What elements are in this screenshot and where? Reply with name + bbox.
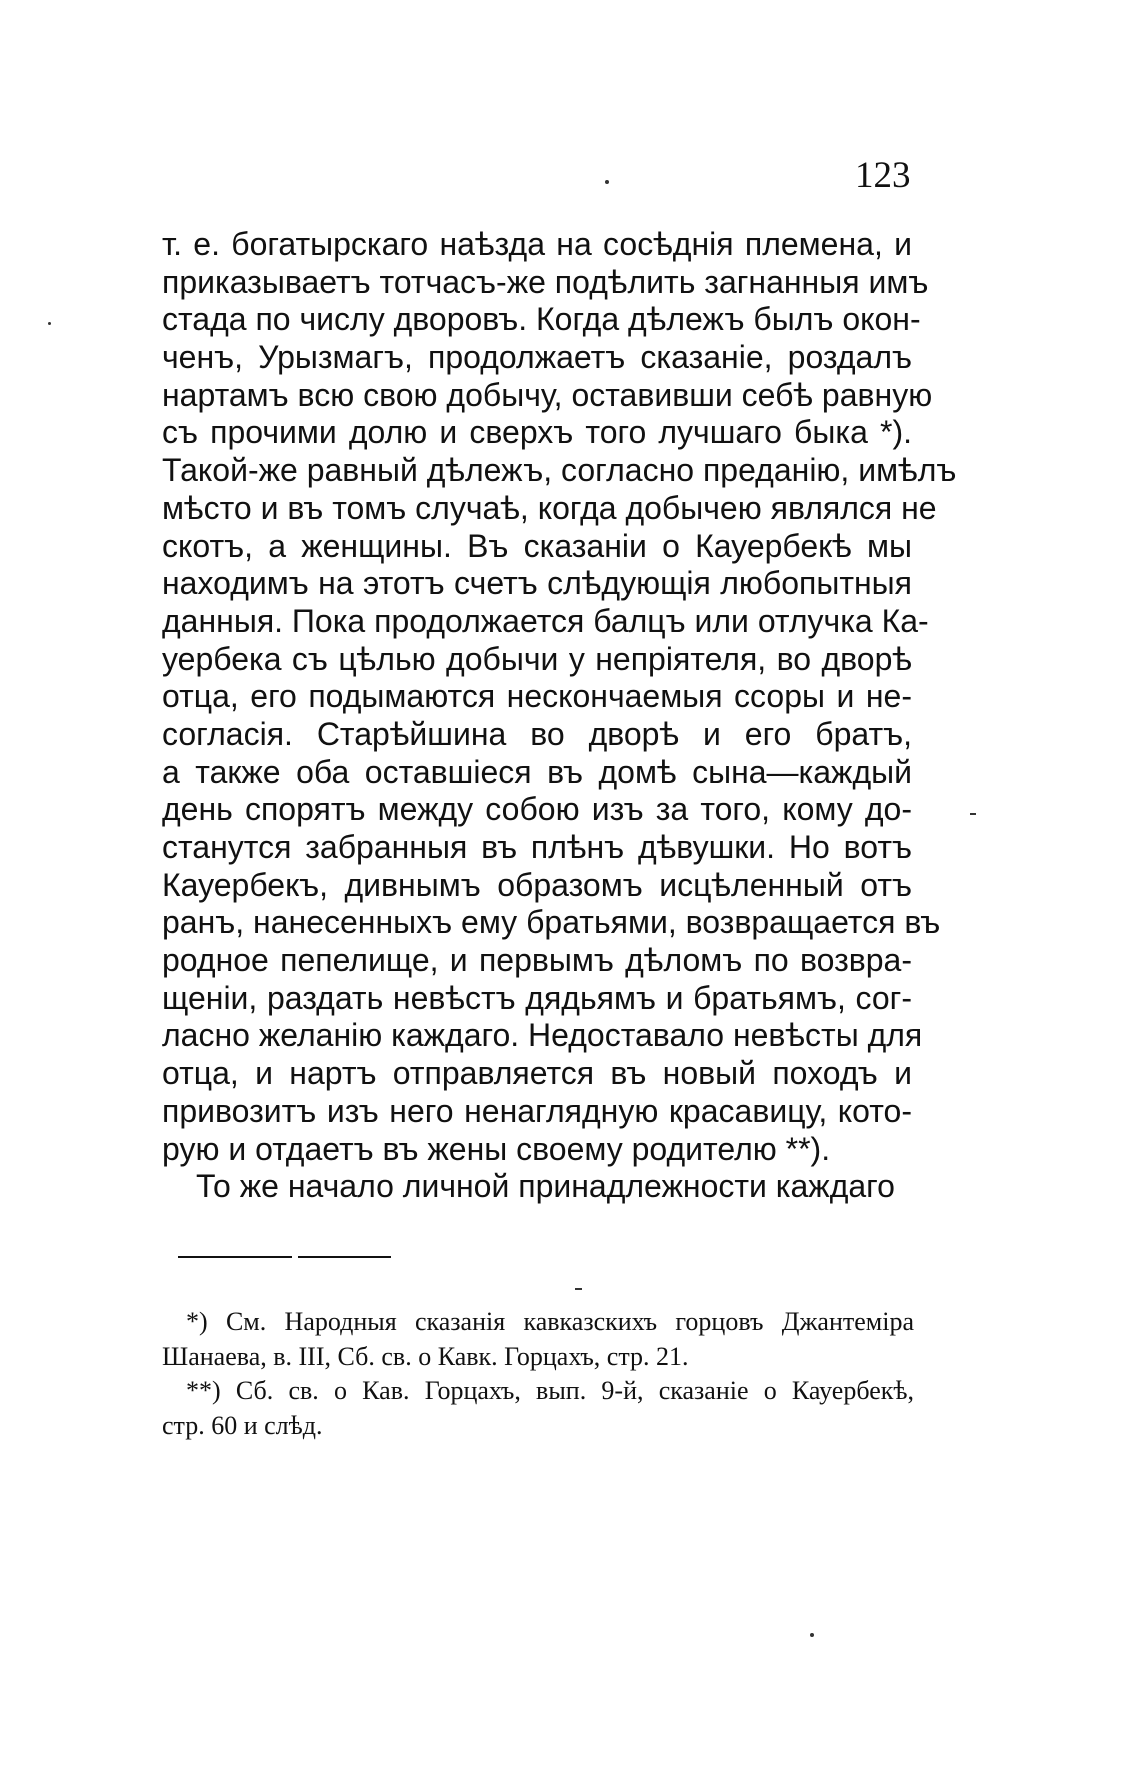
- body-text: [162, 226, 957, 1206]
- scan-speck: [48, 322, 51, 325]
- page-number: 123: [855, 155, 911, 196]
- text-line: нартамъ всю свою добычу, оставивши себѣ равную: [162, 376, 933, 413]
- footnote-2-line: **) Сб. св. о Кав. Горцахъ, вып. 9-й, сказаніе о Кауербекѣ,: [186, 1376, 914, 1405]
- footnote-rule: [298, 1256, 391, 1258]
- text-line: приказываетъ тотчасъ-же подѣлить загнанныя имъ: [162, 263, 929, 300]
- footnote-2-line: стр. 60 и слѣд.: [162, 1410, 323, 1440]
- scan-speck: [810, 1633, 814, 1637]
- scan-speck: [605, 180, 609, 184]
- text-line: уербека съ цѣлью добычи у непріятеля, во дворѣ: [162, 640, 912, 677]
- footnote-rule: [178, 1256, 292, 1258]
- text-line: стада по числу дворовъ. Когда дѣлежъ былъ окон-: [162, 301, 921, 338]
- text-line: Такой-же равный дѣлежъ, согласно преданію, имѣлъ: [162, 452, 957, 489]
- scan-speck: [575, 1288, 582, 1290]
- paragraph-start-line: То же начало личной принадлежности каждаго: [196, 1168, 895, 1205]
- text-line: съ прочими долю и сверхъ того лучшаго быка *).: [162, 414, 912, 451]
- text-line: день спорятъ между собою изъ за того, кому до-: [162, 791, 912, 828]
- scan-speck: [970, 813, 976, 815]
- footnote-1-line: Шанаева, в. III, Сб. св. о Кавк. Горцахъ, стр. 21.: [162, 1341, 689, 1371]
- text-line: а также оба оставшіеся въ домѣ сына—каждый: [162, 753, 912, 790]
- text-line: т. е. богатырскаго наѣзда на сосѣднія племена, и: [162, 226, 912, 262]
- footnotes: [162, 1305, 914, 1443]
- text-line: мѣсто и въ томъ случаѣ, когда добычею являлся не: [162, 489, 937, 526]
- text-line: данныя. Пока продолжается балцъ или отлучка Ка-: [162, 602, 929, 639]
- text-line: ранъ, нанесенныхъ ему братьями, возвращается въ: [162, 904, 941, 941]
- text-line: находимъ на этотъ счетъ слѣдующія любопытныя: [162, 565, 912, 602]
- text-line: отца, его подымаются нескончаемыя ссоры и не-: [162, 678, 912, 715]
- text-line: привозитъ изъ него ненаглядную красавицу, кото-: [162, 1092, 912, 1129]
- text-line: отца, и нартъ отправляется въ новый походъ и: [162, 1055, 912, 1092]
- text-line: родное пепелище, и первымъ дѣломъ по возвра-: [162, 942, 912, 979]
- text-line: скотъ, а женщины. Въ сказаніи о Кауербекѣ мы: [162, 527, 912, 564]
- text-line: станутся забранныя въ плѣнъ дѣвушки. Но вотъ: [162, 829, 912, 865]
- text-line: ласно желанію каждаго. Недоставало невѣсты для: [162, 1017, 923, 1054]
- text-line: Кауербекъ, дивнымъ образомъ исцѣленный отъ: [162, 866, 912, 903]
- footnote-1-line: *) См. Народныя сказанія кавказскихъ горцовъ Джантеміра: [186, 1307, 914, 1336]
- text-line: согласія. Старѣйшина во дворѣ и его братъ,: [162, 715, 912, 752]
- paragraph-end-line: рую и отдаетъ въ жены своему родителю **).: [162, 1130, 831, 1167]
- text-line: ченъ, Урызмагъ, продолжаетъ сказаніе, роздалъ: [162, 339, 912, 376]
- text-line: щеніи, раздать невѣстъ дядьямъ и братьямъ, сог-: [162, 979, 912, 1016]
